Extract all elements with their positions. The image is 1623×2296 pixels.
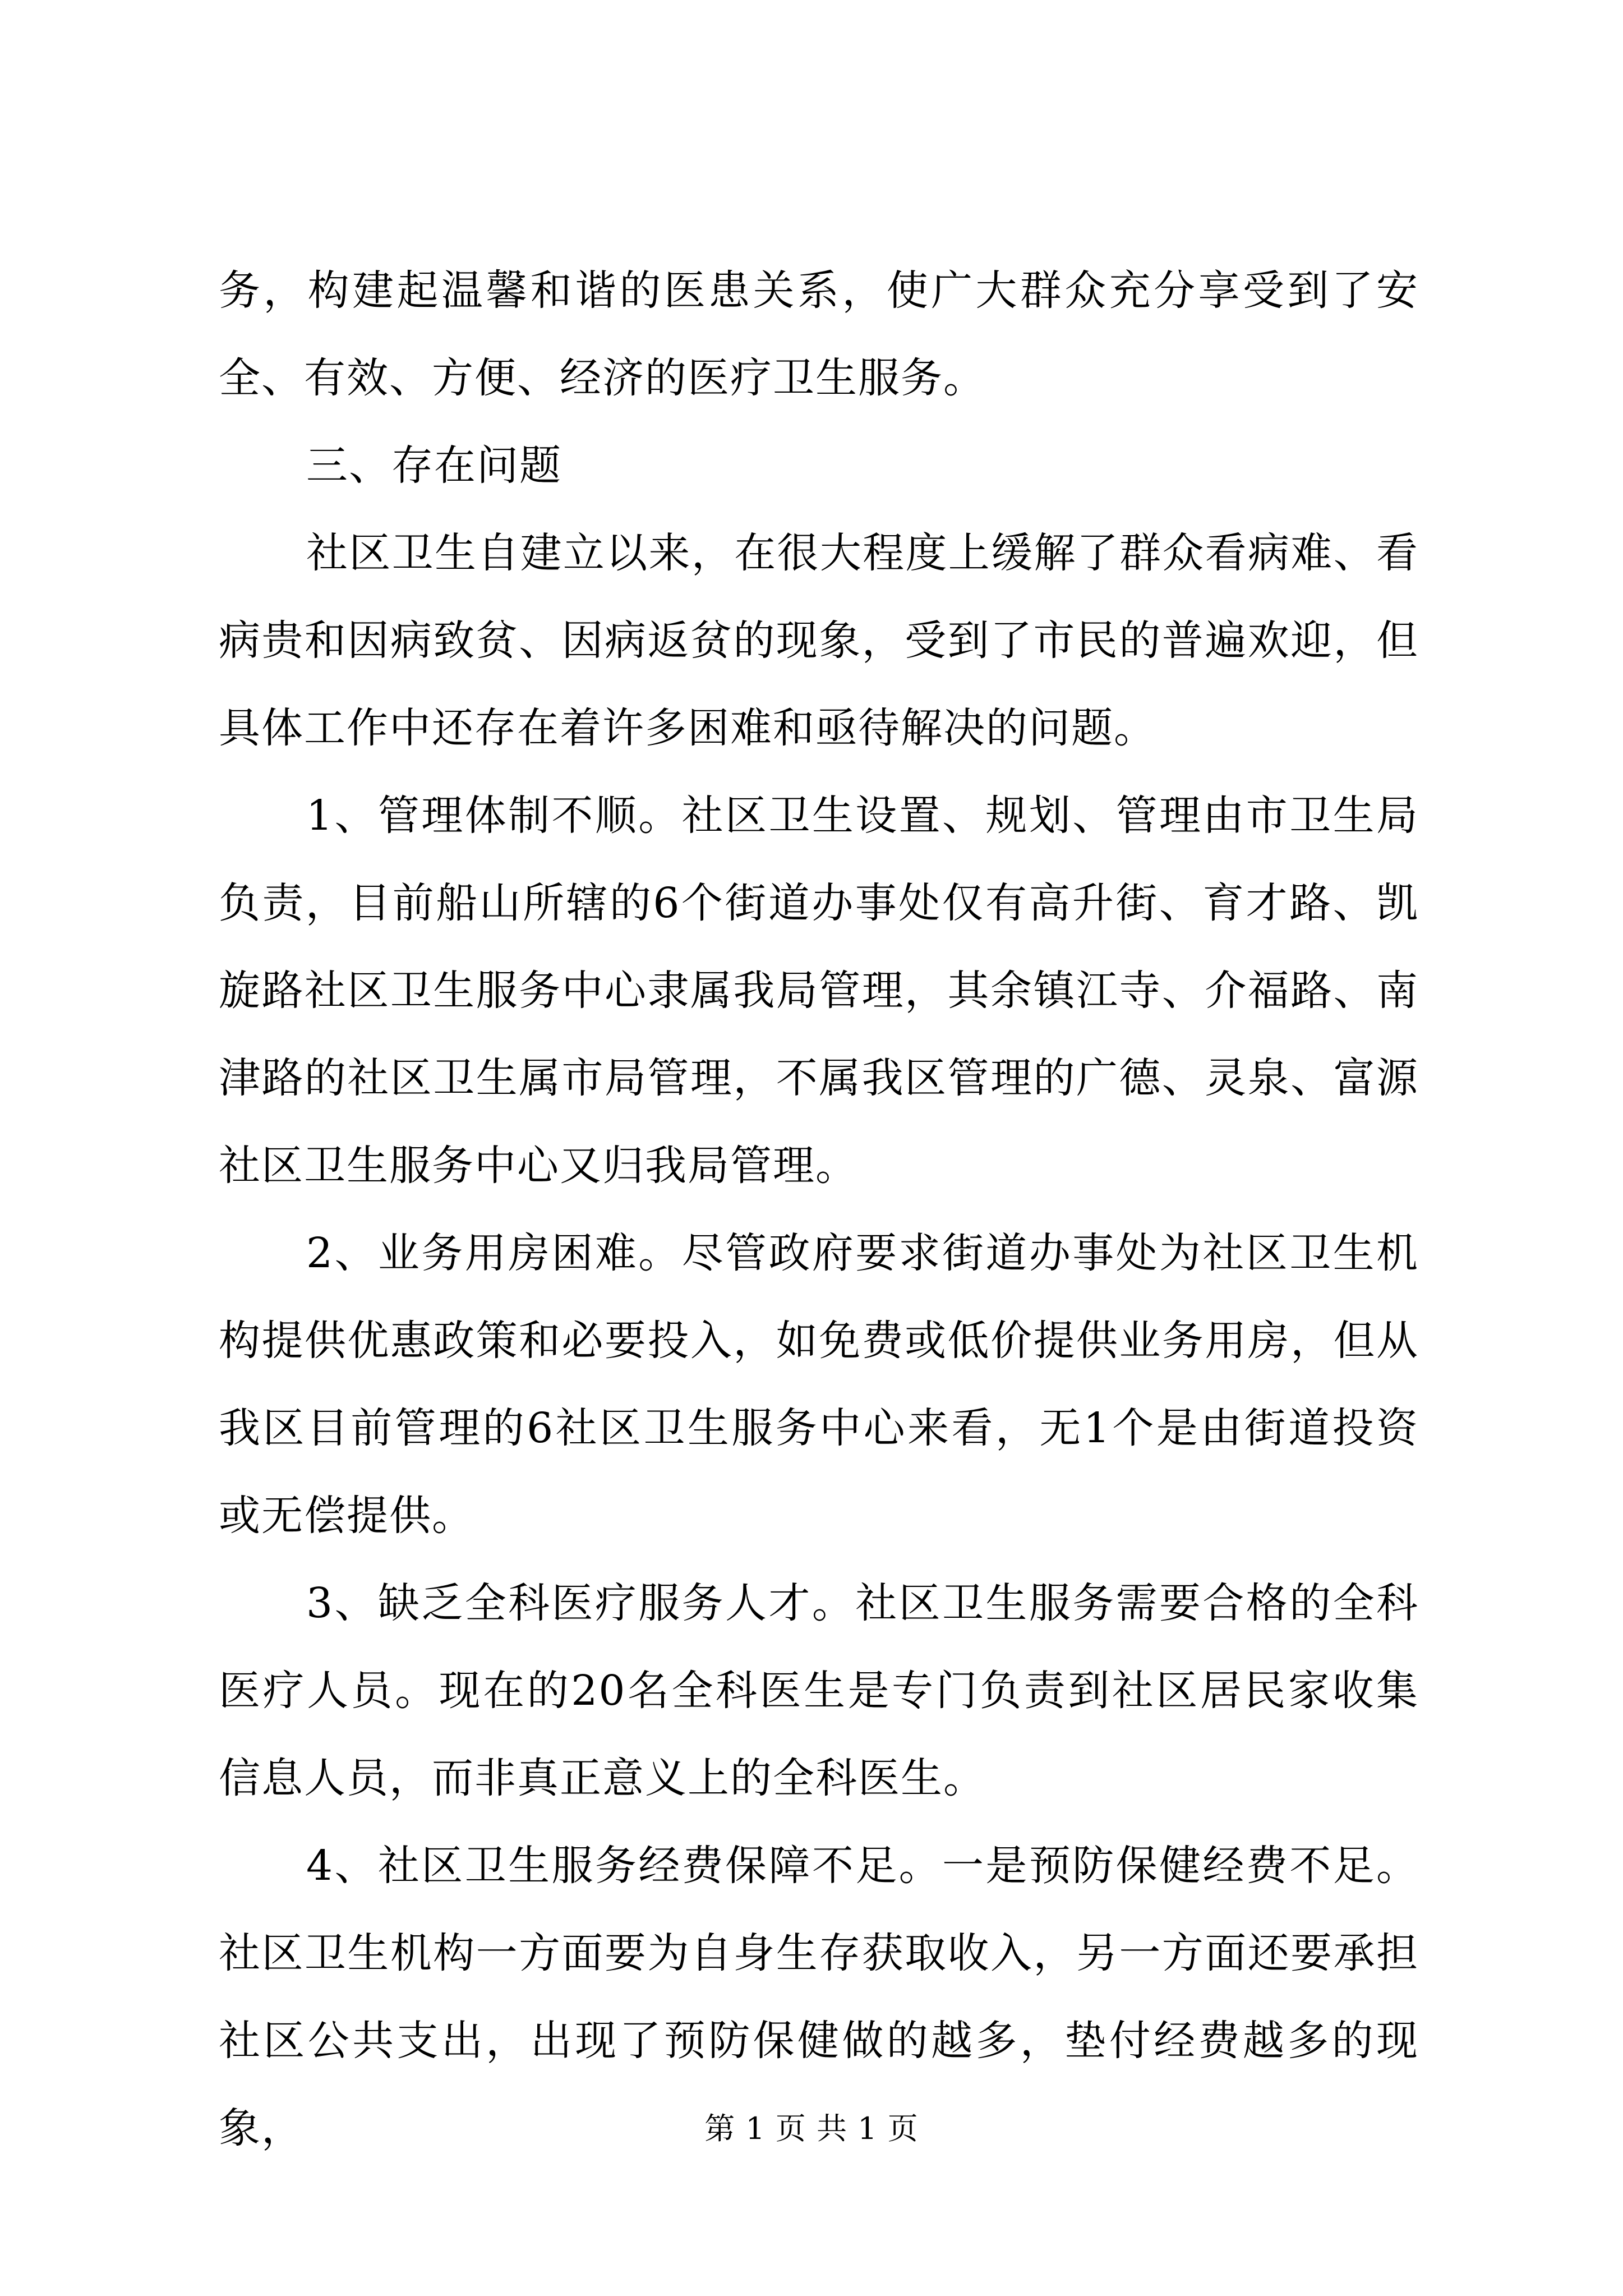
section-heading-problems: 三、存在问题: [306, 441, 562, 490]
page-footer: [0, 2109, 1623, 2148]
paragraph-problem-2: 2、业务用房困难。尽管政府要求街道办事处为社区卫生机构提供优惠政策和必要投入，如免费或低价提供业务用房，但从我区目前管理的6社区卫生服务中心来看，无1个是由街道投资或无偿提供。: [219, 1229, 1419, 1540]
paragraph-1: 务，构建起温馨和谐的医患关系，使广大群众充分享受到了安全、有效、方便、经济的医疗卫生服务。: [219, 266, 1419, 402]
paragraph-problem-4: 4、社区卫生服务经费保障不足。一是预防保健经费不足。社区卫生机构一方面要为自身生存获取收入，另一方面还要承担社区公共支出，出现了预防保健做的越多，垫付经费越多的现象，: [219, 1842, 1419, 2152]
page-number-label: 第 1 页 共 1 页: [704, 2111, 919, 2146]
document-body: [219, 247, 1419, 2172]
paragraph-problem-1: 1、管理体制不顺。社区卫生设置、规划、管理由市卫生局负责，目前船山所辖的6个街道办事处仅有高升街、育才路、凯旋路社区卫生服务中心隶属我局管理，其余镇江寺、介福路、南津路的社区卫生属市局管理，不属我区管理的广德、灵泉、富源社区卫生服务中心又归我局管理。: [219, 792, 1419, 1190]
paragraph-problem-3: 3、缺乏全科医疗服务人才。社区卫生服务需要合格的全科医疗人员。现在的20名全科医生是专门负责到社区居民家收集信息人员，而非真正意义上的全科医生。: [219, 1579, 1419, 1802]
paragraph-intro-problems: 社区卫生自建立以来，在很大程度上缓解了群众看病难、看病贵和因病致贫、因病返贫的现象，受到了市民的普遍欢迎，但具体工作中还存在着许多困难和亟待解决的问题。: [219, 529, 1419, 752]
